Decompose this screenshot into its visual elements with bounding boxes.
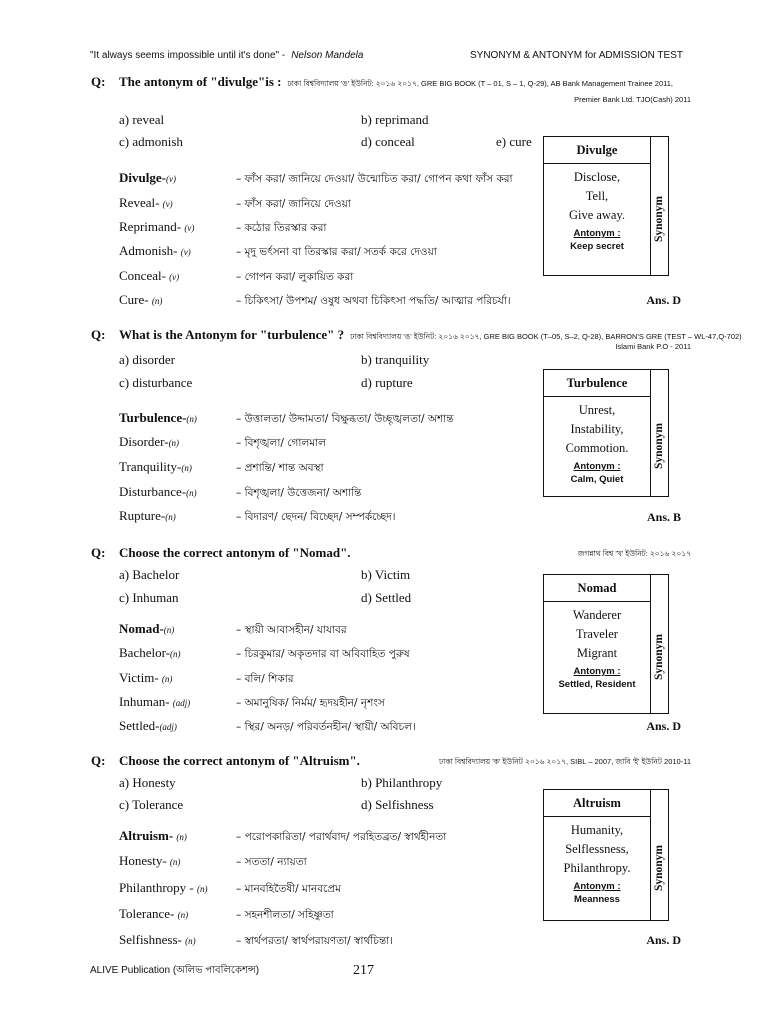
option-a[interactable]: a) reveal [119,112,165,127]
answer-label: Ans. D [646,933,681,947]
option-d[interactable]: d) Settled [361,590,412,605]
definition-row: Inhuman- (adj) – অমানুষিক/ নির্মম/ হৃদয়হীন/ নৃশংস [119,694,385,709]
option-b[interactable]: b) tranquility [361,352,430,367]
box-title: Altruism [544,790,651,817]
definition-row: Settled-(adj) – স্থির/ অনড়/ পরিবর্তনহীন/ স্থায়ী/ অবিচল। [119,718,416,733]
answer-label: Ans. D [646,293,681,307]
option-a[interactable]: a) Bachelor [119,567,180,582]
option-c[interactable]: c) disturbance [119,375,193,390]
header-quote [90,50,363,61]
synonym-box [543,574,669,714]
synonym-side-label: Synonym [653,422,666,470]
synonym-box [543,789,669,921]
question-mark: Q: [91,74,106,89]
antonym-value: Calm, Quiet [570,474,624,485]
question-text: Choose the correct antonym of "Altruism". [119,753,360,768]
synonym-side-label: Synonym [653,633,666,681]
definition-row: Turbulence-(n) – উত্তালতা/ উদ্দামতা/ বিক্ষুব্ধতা/ উচ্ছৃঙ্খলতা/ অশান্ত [119,410,454,425]
synonym-list: Wanderer Traveler Migrant Antonym : Settled, Resident [544,602,650,695]
synonym-side-label: Synonym [653,844,666,892]
synonym-list: Disclose, Tell, Give away. Antonym : Keep secret [544,164,650,257]
definition-row: Admonish- (v) – মৃদু ভর্ৎসনা বা তিরস্কার করা/ সতর্ক করে দেওয়া [119,243,437,258]
antonym-label: Antonym : [573,461,621,472]
antonym-value: Keep secret [570,241,624,252]
answer-label: Ans. B [646,510,681,524]
definition-row: Reveal- (v) – ফাঁস করা/ জানিয়ে দেওয়া [119,195,351,210]
publisher-name: ALIVE Publication (অলিভ পাবলিকেশন্স) [90,965,260,976]
synonym-side-label: Synonym [653,195,666,243]
question-text: Choose the correct antonym of "Nomad". [119,545,351,560]
page-number: 217 [353,963,374,978]
option-e[interactable]: e) cure [496,134,532,149]
option-b[interactable]: b) Victim [361,567,411,582]
box-title: Turbulence [544,370,651,397]
synonym-list: Unrest, Instability, Commotion. Antonym : Calm, Quiet [544,397,650,490]
antonym-value: Meanness [574,894,620,905]
question-source-2: Islami Bank P.O - 2011 [615,342,691,351]
header-title: SYNONYM & ANTONYM for ADMISSION TEST [469,50,683,61]
definition-row: Philanthropy - (n) – মানবহিতৈষী/ মানবপ্রেম [119,880,341,895]
question-source: জগন্নাথ বিশ্ব 'খ' ইউনিট: ২০১৬ ২০১৭ [577,549,691,558]
definition-row: Bachelor-(n) – চিরকুমার/ অকৃতদার বা অবিবাহিত পুরুষ [119,645,410,660]
antonym-label: Antonym : [573,881,621,892]
option-b[interactable]: b) Philanthropy [361,775,443,790]
synonym-box [543,136,669,276]
antonym-label: Antonym : [573,666,621,677]
definition-row: Reprimand- (v) – কঠোর তিরস্কার করা [119,219,327,234]
synonym-list: Humanity, Selflessness, Philanthropy. Antonym : Meanness [544,817,650,910]
definition-row: Disorder-(n) – বিশৃঙ্খলা/ গোলমাল [119,434,326,449]
box-title: Divulge [544,137,651,164]
definition-row: Altruism- (n) – পরোপকারিতা/ পরার্থবাদ/ পরহিতব্রত/ স্বার্থহীনতা [119,828,447,843]
definition-row: Honesty- (n) – সততা/ ন্যায়তা [119,853,307,868]
question-mark: Q: [91,545,106,560]
option-c[interactable]: c) Tolerance [119,797,184,812]
definition-row: Nomad-(n) – স্থায়ী আবাসহীন/ যাযাবর [119,621,347,636]
quote-text: "It always seems impossible until it's done" - [90,50,286,61]
definition-row: Disturbance-(n) – বিশৃঙ্খলা/ উত্তেজনা/ অশান্তি [119,484,362,499]
definition-row: Divulge-(v) – ফাঁস করা/ জানিয়ে দেওয়া/ উন্মোচিত করা/ গোপন কথা ফাঁস করা [119,170,513,185]
question-mark: Q: [91,327,106,342]
option-d[interactable]: d) rupture [361,375,413,390]
answer-label: Ans. D [646,719,681,733]
definition-row: Selfishness- (n) – স্বার্থপরতা/ স্বার্থপরায়ণতা/ স্বার্থচিন্তা। [119,932,393,947]
option-c[interactable]: c) Inhuman [119,590,179,605]
question-source: ঢাকা বিশ্ববিদ্যালয় 'ঙ' ইউনিট: ২০১৬ ২০১৭, GRE BIG BOOK (T–05, S–2, Q-28), BARRON'S GRE (TEST – WL-47,Q-702) [350,332,742,341]
question-mark: Q: [91,753,106,768]
question-text: What is the Antonym for "turbulence" ? ঢাকা বিশ্ববিদ্যালয় 'ঙ' ইউনিট: ২০১৬ ২০১৭, GRE BIG BOOK (T–05, S–2, Q-28), BARRON'S GRE (TEST – WL-47,Q-702) [119,327,742,342]
question-source-2: Premier Bank Ltd. TJO(Cash) 2011 [574,95,691,104]
question-source: ঢাকা বিশ্ববিদ্যালয় 'ক' ইউনিট ২০১৬ ২০১৭, SIBL – 2007, জাবি 'ই' ইউনিট 2010-11 [438,757,691,766]
definition-row: Conceal- (v) – গোপন করা/ লুকায়িত করা [119,268,354,283]
quote-author: Nelson Mandela [291,50,364,61]
option-a[interactable]: a) Honesty [119,775,176,790]
option-d[interactable]: d) conceal [361,134,415,149]
box-title: Nomad [544,575,651,602]
definition-row: Victim- (n) – বলি/ শিকার [119,670,294,685]
synonym-box [543,369,669,497]
definition-row: Cure- (n) – চিকিৎসা/ উপশম/ ওষুধ অথবা চিকিৎসা পদ্ধতি/ আত্মার পরিচর্যা। [119,292,511,307]
option-b[interactable]: b) reprimand [361,112,429,127]
question-text: The antonym of "divulge"is : ঢাকা বিশ্ববিদ্যালয় 'ঙ' ইউনিট: ২০১৬ ২০১৭, GRE BIG BOOK (T – 01, S – 1, Q-29), AB Bank Management Trainee 2011, [119,74,673,89]
question-source: ঢাকা বিশ্ববিদ্যালয় 'ঙ' ইউনিট: ২০১৬ ২০১৭, GRE BIG BOOK (T – 01, S – 1, Q-29), AB Bank Management Trainee 2011, [287,79,673,88]
option-a[interactable]: a) disorder [119,352,175,367]
option-d[interactable]: d) Selfishness [361,797,434,812]
option-c[interactable]: c) admonish [119,134,183,149]
antonym-label: Antonym : [573,228,621,239]
definition-row: Tolerance- (n) – সহনশীলতা/ সহিষ্ণুতা [119,906,334,921]
antonym-value: Settled, Resident [558,679,636,690]
definition-row: Rupture-(n) – বিদারণ/ ছেদন/ বিচ্ছেদ/ সম্পর্কচ্ছেদ। [119,508,396,523]
definition-row: Tranquility-(n) – প্রশান্তি/ শান্ত অবস্থা [119,459,324,474]
